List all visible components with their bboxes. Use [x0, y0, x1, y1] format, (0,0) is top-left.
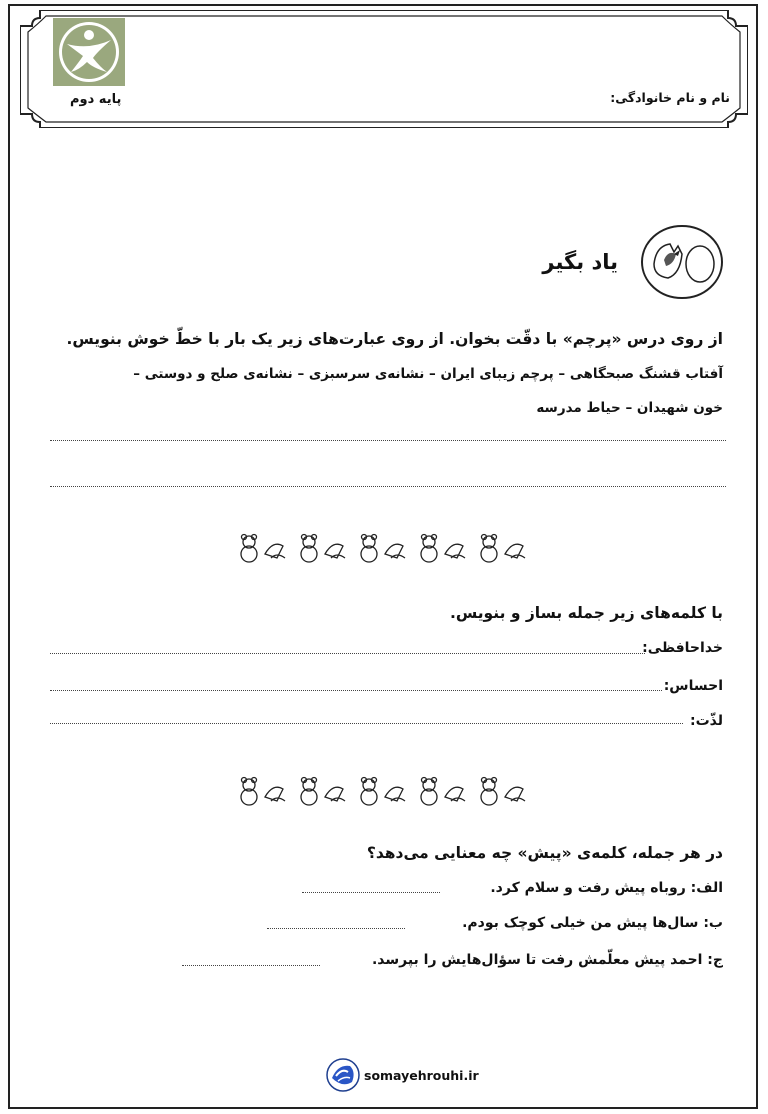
answer-line-1[interactable]	[302, 892, 440, 893]
meaning-item-1: الف: روباه پیش رفت و سلام کرد.	[490, 880, 723, 896]
meaning-item-3: ج: احمد پیش معلّمش رفت تا سؤال‌هایش را بپرسد.	[371, 952, 723, 968]
teddy-divider-icon	[237, 532, 533, 564]
word-label-2: احساس:	[663, 678, 723, 694]
sentence-line-1[interactable]	[50, 653, 645, 654]
phrases-line2: خون شهیدان – حیاط مدرسه	[536, 400, 723, 416]
learn-title: یاد بگیر	[542, 250, 618, 274]
section3-instruction: در هر جمله، کلمه‌ی «پیش» چه معنایی می‌دهد؟	[366, 844, 723, 862]
writing-line-1[interactable]	[50, 440, 726, 441]
answer-line-3[interactable]	[182, 965, 320, 966]
learn-egg-icon	[640, 224, 724, 300]
section2-instruction: با کلمه‌های زیر جمله بساز و بنویس.	[449, 604, 723, 622]
sentence-line-3[interactable]	[50, 723, 683, 724]
sentence-line-2[interactable]	[50, 690, 662, 691]
word-label-3: لذّت:	[689, 713, 723, 729]
site-logo-icon	[326, 1058, 360, 1092]
header-box	[20, 10, 748, 128]
phrases-line1: آفتاب قشنگ صبحگاهی – پرچم زیبای ایران – نشانه‌ی سرسبزی – نشانه‌ی صلح و دوستی –	[133, 366, 723, 382]
name-label: نام و نام خانوادگی:	[610, 90, 730, 105]
meaning-item-2: ب: سال‌ها پیش من خیلی کوچک بودم.	[462, 915, 723, 931]
footer-url[interactable]: somayehrouhi.ir	[364, 1068, 479, 1083]
writing-line-2[interactable]	[50, 486, 726, 487]
word-label-1: خداحافظی:	[642, 640, 723, 656]
answer-line-2[interactable]	[267, 928, 405, 929]
school-logo	[53, 18, 125, 86]
section1-instruction: از روی درس «پرچم» با دقّت بخوان. از روی عبارت‌های زیر یک بار با خطّ خوش بنویس.	[66, 330, 723, 348]
header-border	[20, 10, 748, 128]
grade-label: پایه دوم	[70, 92, 122, 107]
teddy-divider-icon	[237, 775, 533, 807]
